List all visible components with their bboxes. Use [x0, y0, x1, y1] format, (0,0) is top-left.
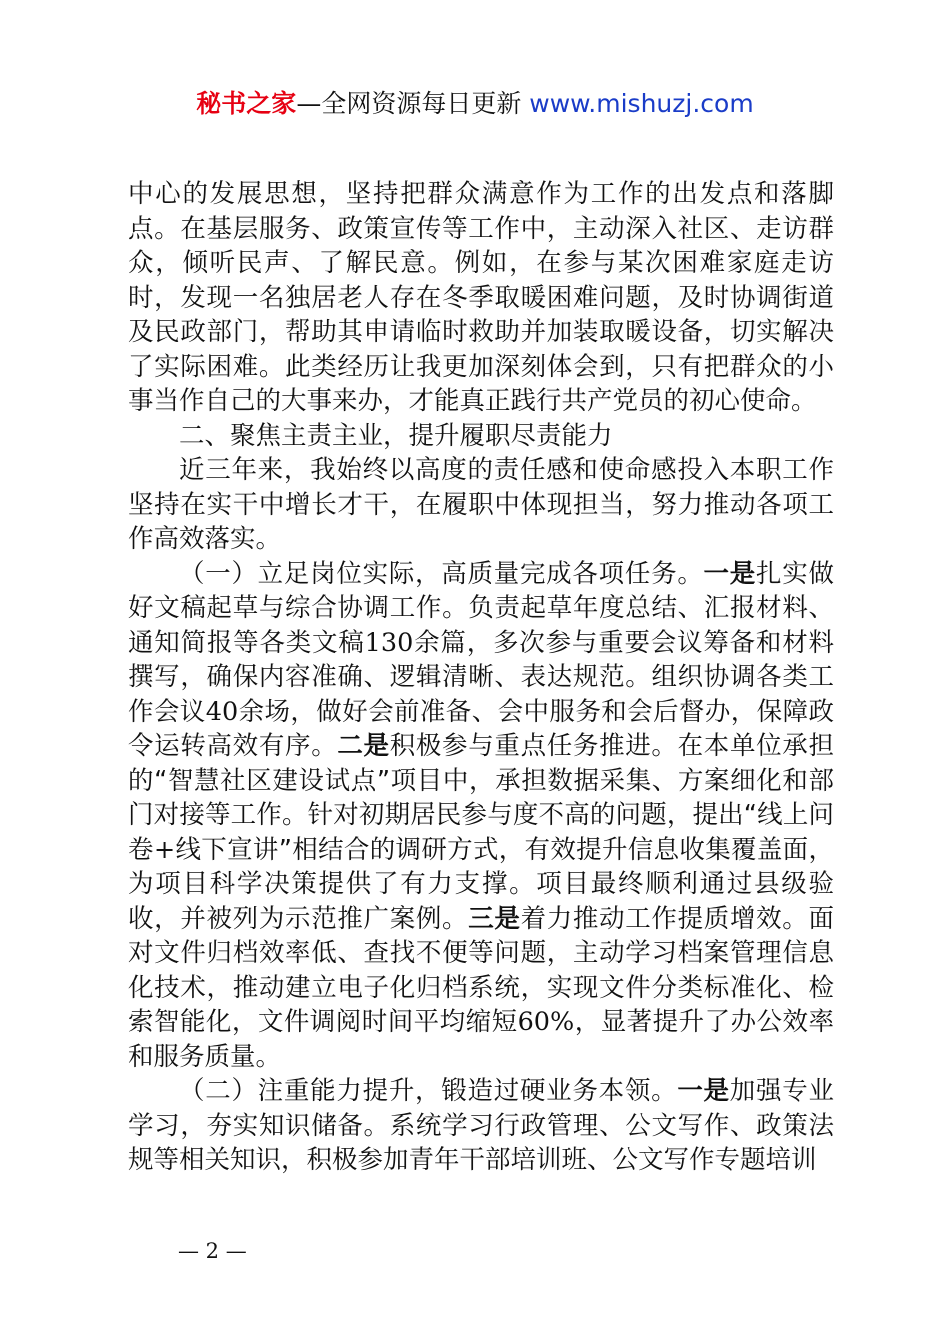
- document-body: [128, 177, 834, 1178]
- site-tagline: —全网资源每日更新: [296, 89, 530, 118]
- number-130: 130: [364, 627, 414, 658]
- site-header: [0, 86, 950, 122]
- paragraph-3: [128, 557, 834, 1075]
- section-heading-2: 二、聚焦主责主业，提升履职尽责能力: [179, 420, 613, 451]
- page-number: — 2 —: [178, 1239, 247, 1263]
- point-label-2: 二是: [337, 731, 390, 761]
- paragraph-3-text-5: 线下宣讲”相结合的调研方式，有效提升信息收集覆盖面，为项目科学决策提供了有力支撑。项目最终顺利通过县级验收，并被列为示范推广案例。: [128, 834, 834, 934]
- paragraph-3-text-1: 扎实做好文稿起草与综合协调工作。负责起草年度总结、汇报材料、通知简报等各类文稿: [128, 558, 834, 658]
- paragraph-3-text-3: 余场，做好会前准备、会中服务和会后督办，保障政令运转高效有序。: [128, 696, 834, 761]
- paragraph-3-text-7: ，显著提升了办公效率和服务质量。: [128, 1007, 834, 1072]
- point-label-1: 一是: [703, 558, 757, 589]
- subheading-1: （一）立足岗位实际，高质量完成各项任务。: [179, 558, 704, 589]
- paragraph-4: [128, 1074, 834, 1178]
- paragraph-2: 近三年来，我始终以高度的责任感和使命感投入本职工作坚持在实干中增长才干，在履职中体现担当，努力推动各项工作高效落实。: [128, 455, 834, 554]
- subheading-2: （二）注重能力提升，锻造过硬业务本领。: [179, 1076, 678, 1106]
- number-60-percent: 60%: [517, 1007, 575, 1037]
- site-brand: 秘书之家: [196, 89, 297, 118]
- point-label-3: 三是: [468, 903, 521, 934]
- paragraph-4-text-1: 加强专业学习，夯实知识储备。系统学习行政管理、公文写作、政策法规等相关知识，积极参加青年干部培训班、公文写作专题培训: [128, 1076, 834, 1175]
- site-url[interactable]: www.mishuzj.com: [529, 89, 754, 118]
- paragraph-3-text-6: 着力推动工作提质增效。面对文件归档效率低、查找不便等问题，主动学习档案管理信息化技术，推动建立电子化归档系统，实现文件分类标准化、检索智能化，文件调阅时间平均缩短: [128, 903, 834, 1037]
- paragraph-1: 中心的发展思想，坚持把群众满意作为工作的出发点和落脚点。在基层服务、政策宣传等工作中，主动深入社区、走访群众，倾听民声、了解民意。例如，在参与某次困难家庭走访时，发现一名独居老人存在冬季取暖困难问题，及时协调街道及民政部门，帮助其申请临时救助并加装取暖设备，切实解决了实际困难。此类经历让我更加深刻体会到，只有把群众的小事当作自己的大事来办，才能真正践行共产党员的初心使命。: [128, 179, 834, 416]
- paragraph-3-text-4: 积极参与重点任务推进。在本单位承担的“智慧社区建设试点”项目中，承担数据采集、方案细化和部门对接等工作。针对初期居民参与度不高的问题，提出“线上问卷: [128, 731, 834, 865]
- point-label-4: 一是: [677, 1076, 730, 1106]
- paragraph-3-text-2: 余篇，多次参与重要会议筹备和材料撰写，确保内容准确、逻辑清晰、表达规范。组织协调各类工作会议: [128, 627, 834, 727]
- plus-sign: +: [153, 834, 176, 865]
- number-40: 40: [205, 696, 239, 727]
